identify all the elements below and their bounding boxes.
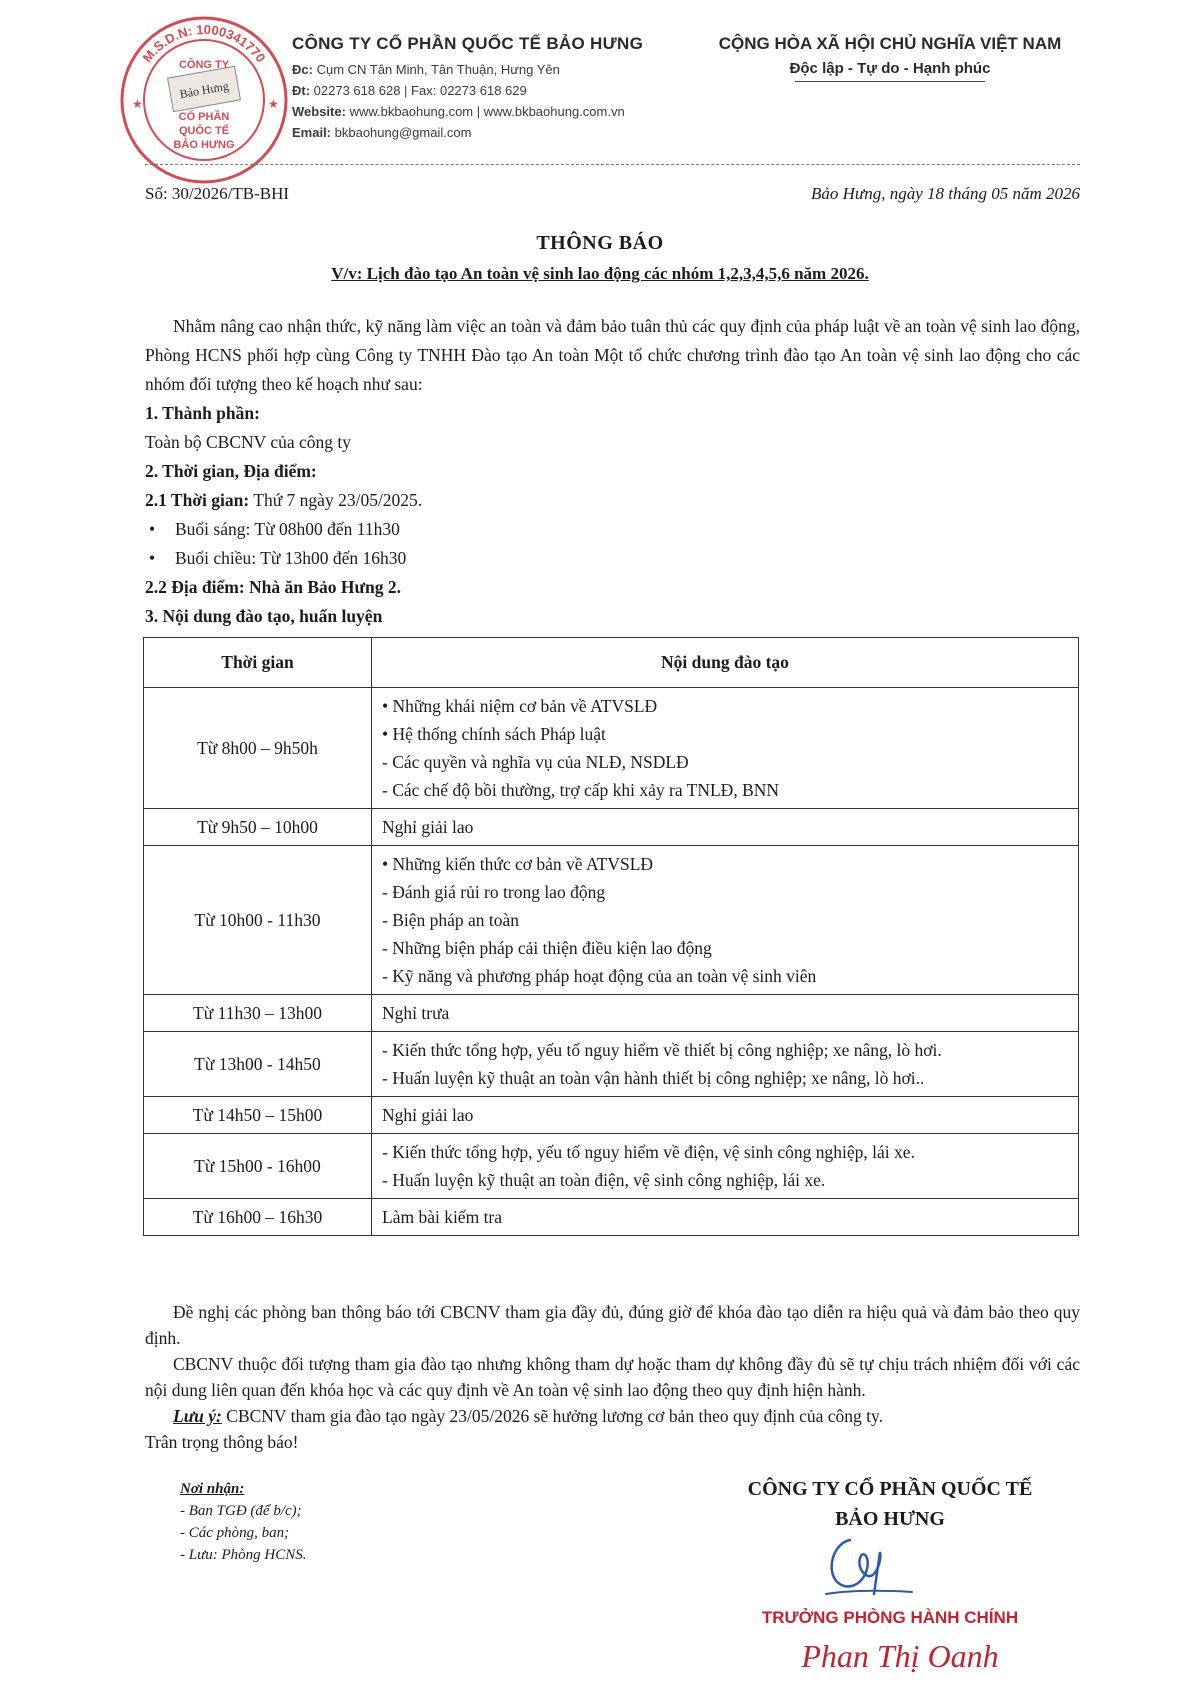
recipients-title: Nơi nhận: bbox=[180, 1481, 245, 1497]
header-divider bbox=[145, 164, 1080, 165]
schedule-time: Từ 13h00 - 14h50 bbox=[144, 1032, 372, 1097]
table-row bbox=[144, 1134, 1079, 1199]
schedule-content-item: - Đánh giá rủi ro trong lao động bbox=[382, 882, 606, 902]
morning-session: • Buổi sáng: Từ 08h00 đến 11h30 bbox=[145, 515, 1080, 544]
document-number: Số: 30/2026/TB-BHI bbox=[145, 184, 290, 203]
signatory-name: Phan Thị Oanh bbox=[801, 1638, 999, 1674]
schedule-content-item: • Những kiến thức cơ bản về ATVSLĐ bbox=[382, 854, 654, 874]
signatory-position: TRƯỞNG PHÒNG HÀNH CHÍNH bbox=[761, 1608, 1019, 1627]
schedule-content-item: Làm bài kiểm tra bbox=[382, 1207, 503, 1227]
schedule-content-item: Nghỉ giải lao bbox=[382, 817, 474, 837]
handwritten-signature bbox=[810, 1530, 920, 1600]
closing-paragraph-2: CBCNV thuộc đối tượng tham gia đào tạo nhưng không tham dự hoặc tham dự không đầy đủ sẽ tự chịu trách nhiệm đối với các nội dung liên quan đến khóa học và các quy định về An toàn vệ sinh lao động theo quy định hiện hành. bbox=[145, 1354, 1080, 1400]
table-row bbox=[144, 1097, 1079, 1134]
schedule-content-item: - Huấn luyện kỹ thuật an toàn vận hành thiết bị công nghiệp; xe nâng, lò hơi.. bbox=[382, 1068, 925, 1088]
table-row bbox=[144, 809, 1079, 846]
schedule-content-item: - Kiến thức tổng hợp, yếu tố nguy hiểm về điện, vệ sinh công nghiệp, lái xe. bbox=[382, 1142, 915, 1162]
schedule-content bbox=[372, 1032, 1079, 1097]
schedule-content bbox=[372, 1134, 1079, 1199]
document-subject: V/v: Lịch đào tạo An toàn vệ sinh lao động các nhóm 1,2,3,4,5,6 năm 2026. bbox=[331, 264, 869, 283]
schedule-content-item: - Các quyền và nghĩa vụ của NLĐ, NSDLĐ bbox=[382, 752, 689, 772]
signatory-company-line-2: BẢO HƯNG bbox=[835, 1508, 945, 1530]
svg-text:★: ★ bbox=[132, 97, 143, 111]
svg-text:CỔ PHẦN: CỔ PHẦN bbox=[178, 111, 230, 123]
section-3-heading: 3. Nội dung đào tạo, huấn luyện bbox=[145, 606, 383, 626]
schedule-time: Từ 8h00 – 9h50h bbox=[144, 688, 372, 809]
signatory-company-line-1: CÔNG TY CỔ PHẦN QUỐC TẾ bbox=[747, 1478, 1033, 1500]
schedule-content-item: - Những biện pháp cải thiện điều kiện lao động bbox=[382, 938, 712, 958]
recipient-item: - Ban TGĐ (để b/c); bbox=[180, 1503, 302, 1519]
intro-paragraph: Nhằm nâng cao nhận thức, kỹ năng làm việc an toàn và đảm bảo tuân thủ các quy định của pháp luật về an toàn vệ sinh lao động, Phòng HCNS phối hợp cùng Công ty TNHH Đào tạo An toàn Một tổ chức chương trình đào tạo An toàn vệ sinh lao động cho các nhóm đối tượng theo kế hoạch như sau: bbox=[145, 316, 1080, 394]
document-title: THÔNG BÁO bbox=[536, 232, 664, 254]
recipient-item: - Các phòng, ban; bbox=[180, 1525, 290, 1541]
svg-text:CÔNG TY: CÔNG TY bbox=[178, 59, 230, 71]
schedule-content bbox=[372, 1199, 1079, 1236]
table-header-row bbox=[144, 638, 1079, 688]
table-header-time: Thời gian bbox=[144, 638, 372, 688]
schedule-content bbox=[372, 846, 1079, 995]
schedule-content-item: Nghỉ trưa bbox=[382, 1003, 450, 1023]
svg-text:QUỐC TẾ: QUỐC TẾ bbox=[178, 125, 230, 137]
schedule-content-item: Nghỉ giải lao bbox=[382, 1105, 474, 1125]
schedule-time: Từ 9h50 – 10h00 bbox=[144, 809, 372, 846]
national-motto: Độc lập - Tự do - Hạnh phúc bbox=[789, 60, 991, 77]
company-address: Đc: Cụm CN Tân Minh, Tân Thuận, Hưng Yên bbox=[292, 62, 560, 77]
schedule-content-item: - Các chế độ bồi thường, trợ cấp khi xảy ra TNLĐ, BNN bbox=[382, 780, 780, 800]
afternoon-session: • Buổi chiều: Từ 13h00 đến 16h30 bbox=[145, 544, 1080, 573]
table-body bbox=[144, 688, 1079, 1236]
national-header bbox=[690, 34, 1090, 82]
schedule-content-item: - Kiến thức tổng hợp, yếu tố nguy hiểm về thiết bị công nghiệp; xe nâng, lò hơi. bbox=[382, 1040, 942, 1060]
table-row bbox=[144, 1199, 1079, 1236]
schedule-content-item: - Huấn luyện kỹ thuật an toàn điện, vệ sinh công nghiệp, lái xe. bbox=[382, 1170, 826, 1190]
table-row bbox=[144, 995, 1079, 1032]
section-1-heading: 1. Thành phần: bbox=[145, 403, 260, 423]
document-body bbox=[145, 312, 1080, 631]
closing-note: Lưu ý: CBCNV tham gia đào tạo ngày 23/05/2026 sẽ hưởng lương cơ bản theo quy định của công ty. bbox=[173, 1406, 883, 1426]
table-header-content: Nội dung đào tạo bbox=[372, 638, 1079, 688]
company-email: Email: bkbaohung@gmail.com bbox=[292, 125, 472, 140]
schedule-content-item: - Kỹ năng và phương pháp hoạt động của an toàn vệ sinh viên bbox=[382, 966, 817, 986]
schedule-time: Từ 15h00 - 16h00 bbox=[144, 1134, 372, 1199]
company-website: Website: www.bkbaohung.com | www.bkbaohung.com.vn bbox=[292, 104, 625, 119]
document-date: Bảo Hưng, ngày 18 tháng 05 năm 2026 bbox=[811, 184, 1080, 203]
company-stamp bbox=[118, 14, 290, 186]
svg-text:Bảo Hưng: Bảo Hưng bbox=[178, 78, 230, 102]
recipient-item: - Lưu: Phòng HCNS. bbox=[180, 1547, 307, 1563]
schedule-content-item: - Biện pháp an toàn bbox=[382, 910, 520, 930]
schedule-time: Từ 10h00 - 11h30 bbox=[144, 846, 372, 995]
svg-text:BẢO HƯNG: BẢO HƯNG bbox=[173, 139, 235, 151]
schedule-content-item: • Những khái niệm cơ bản về ATVSLĐ bbox=[382, 696, 658, 716]
national-title: CỘNG HÒA XÃ HỘI CHỦ NGHĨA VIỆT NAM bbox=[718, 34, 1062, 53]
schedule-time: Từ 16h00 – 16h30 bbox=[144, 1199, 372, 1236]
table-row bbox=[144, 688, 1079, 809]
section-2-heading: 2. Thời gian, Địa điểm: bbox=[145, 461, 317, 481]
schedule-content-item: • Hệ thống chính sách Pháp luật bbox=[382, 724, 606, 744]
schedule-content bbox=[372, 809, 1079, 846]
schedule-content bbox=[372, 995, 1079, 1032]
schedule-content bbox=[372, 1097, 1079, 1134]
motto-underline bbox=[795, 81, 985, 82]
schedule-time: Từ 11h30 – 13h00 bbox=[144, 995, 372, 1032]
company-name: CÔNG TY CỔ PHẦN QUỐC TẾ BẢO HƯNG bbox=[292, 34, 644, 53]
section-2-time: 2.1 Thời gian: Thứ 7 ngày 23/05/2025. bbox=[145, 490, 423, 510]
training-schedule-table bbox=[143, 637, 1079, 1236]
company-phone: Đt: 02273 618 628 | Fax: 02273 618 629 bbox=[292, 83, 527, 98]
signatory-company bbox=[690, 1474, 1090, 1534]
closing-paragraph-1: Đề nghị các phòng ban thông báo tới CBCNV tham gia đầy đủ, đúng giờ để khóa đào tạo diễn ra hiệu quả và đảm bảo theo quy định. bbox=[145, 1302, 1080, 1348]
section-1-text: Toàn bộ CBCNV của công ty bbox=[145, 432, 352, 452]
schedule-content bbox=[372, 688, 1079, 809]
recipients-block bbox=[180, 1478, 307, 1566]
company-info bbox=[292, 34, 722, 146]
svg-text:★: ★ bbox=[268, 97, 279, 111]
svg-text:M.S.D.N: 1000341770: M.S.D.N: 1000341770 bbox=[139, 21, 269, 66]
closing-regards: Trân trọng thông báo! bbox=[145, 1432, 299, 1452]
table-row bbox=[144, 846, 1079, 995]
schedule-time: Từ 14h50 – 15h00 bbox=[144, 1097, 372, 1134]
section-2-place: 2.2 Địa điểm: Nhà ăn Bảo Hưng 2. bbox=[145, 577, 402, 597]
closing-section bbox=[145, 1299, 1080, 1455]
table-row bbox=[144, 1032, 1079, 1097]
